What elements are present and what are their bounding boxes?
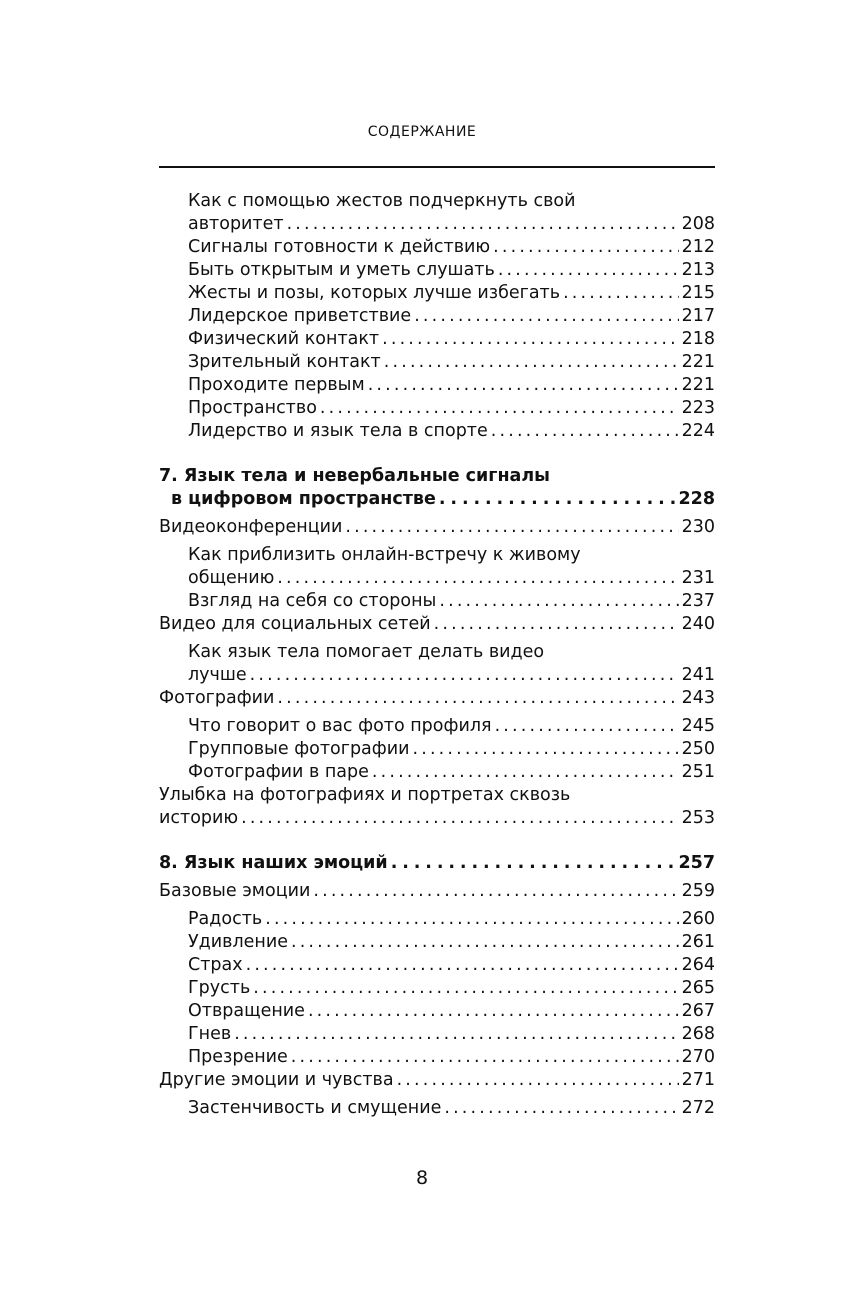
toc-entry-page: 231 <box>681 568 715 588</box>
leader-dots <box>241 807 678 830</box>
toc-entry-page: 272 <box>681 1098 715 1118</box>
leader-dots <box>250 664 679 687</box>
leader-dots <box>439 590 678 613</box>
toc-entry-title: общению <box>188 568 275 588</box>
toc-entry-page: 218 <box>681 329 715 349</box>
leader-dots <box>345 516 678 539</box>
toc-entry-title: Групповые фотографии <box>188 739 410 759</box>
toc-entry-title: Взгляд на себя со стороны <box>188 591 437 611</box>
toc-entry-page: 261 <box>681 932 715 952</box>
toc-entry-page: 224 <box>681 421 715 441</box>
toc-entry-title: лучше <box>188 665 247 685</box>
leader-dots <box>444 1097 678 1120</box>
toc-entry-first-line: Как приблизить онлайн-встречу к живому <box>188 545 581 565</box>
toc-entry <box>159 305 715 328</box>
toc-entry <box>159 715 715 738</box>
toc-entry-title: Физический контакт <box>188 329 380 349</box>
toc-entry-page: 223 <box>681 398 715 418</box>
toc-entry <box>159 397 715 420</box>
toc-entry-title: Видеоконференции <box>159 517 343 537</box>
leader-dots <box>320 397 679 420</box>
toc-entry-page: 213 <box>681 260 715 280</box>
leader-dots <box>382 328 678 351</box>
toc-entry-page: 245 <box>681 716 715 736</box>
toc-entry-page: 271 <box>681 1070 715 1090</box>
leader-dots <box>291 931 679 954</box>
toc-entry-page: 230 <box>681 517 715 537</box>
toc-entry <box>159 544 715 590</box>
toc-entry <box>159 1097 715 1120</box>
toc-entry-title: авторитет <box>188 214 284 234</box>
toc-entry-page: 267 <box>681 1001 715 1021</box>
toc-entry-page: 264 <box>681 955 715 975</box>
toc-entry <box>159 1046 715 1069</box>
toc-entry-page: 217 <box>681 306 715 326</box>
leader-dots <box>391 852 676 875</box>
toc-entry-page: 259 <box>681 881 715 901</box>
leader-dots <box>413 738 679 761</box>
leader-dots <box>397 1069 679 1092</box>
leader-dots <box>493 236 678 259</box>
toc-entry <box>159 1023 715 1046</box>
toc-entry-title: Что говорит о вас фото профиля <box>188 716 492 736</box>
leader-dots <box>414 305 678 328</box>
leader-dots <box>234 1023 678 1046</box>
toc-section <box>159 880 715 903</box>
leader-dots <box>372 761 679 784</box>
chapter-title-first-line: 7. Язык тела и невербальные сигналы <box>159 466 550 486</box>
toc-entry-page: 212 <box>681 237 715 257</box>
chapter-entry <box>159 465 715 511</box>
toc-entry-title: Фотографии в паре <box>188 762 369 782</box>
toc-section <box>159 1069 715 1092</box>
toc-entry-title: Пространство <box>188 398 317 418</box>
toc-entry-page: 221 <box>681 375 715 395</box>
toc-entry-page: 215 <box>681 283 715 303</box>
leader-dots <box>368 374 679 397</box>
chapter-entry <box>159 852 715 875</box>
toc-entry <box>159 236 715 259</box>
toc-entry <box>159 190 715 236</box>
toc-entry <box>159 738 715 761</box>
toc-entry-title: Застенчивость и смущение <box>188 1098 442 1118</box>
toc-entry-title: Базовые эмоции <box>159 881 311 901</box>
toc-entry-title: Другие эмоции и чувства <box>159 1070 394 1090</box>
toc-entry <box>159 761 715 784</box>
toc-entry <box>159 282 715 305</box>
toc-entry-title: Быть открытым и уметь слушать <box>188 260 495 280</box>
toc-entry-page: 250 <box>681 739 715 759</box>
leader-dots <box>246 954 679 977</box>
toc-entry-first-line: Как язык тела помогает делать видео <box>188 642 545 662</box>
leader-dots <box>308 1000 679 1023</box>
leader-dots <box>495 715 679 738</box>
toc-entry-title: Презрение <box>188 1047 288 1067</box>
header-rule <box>159 166 715 168</box>
toc-entry-title: Отвращение <box>188 1001 305 1021</box>
toc-entry-title: Грусть <box>188 978 251 998</box>
page-number: 8 <box>415 1167 429 1189</box>
toc-entry-title: Жесты и позы, которых лучше избегать <box>188 283 561 303</box>
toc-entry-title: Проходите первым <box>188 375 365 395</box>
leader-dots <box>563 282 679 305</box>
toc-entry-title: Лидерство и язык тела в спорте <box>188 421 488 441</box>
toc-entry-page: 253 <box>681 808 715 828</box>
toc-entry <box>159 351 715 374</box>
leader-dots <box>439 488 676 511</box>
toc-entry <box>159 641 715 687</box>
toc-entry <box>159 977 715 1000</box>
toc-entry <box>159 420 715 443</box>
toc-section <box>159 784 715 830</box>
leader-dots <box>434 613 679 636</box>
toc-entry-page: 240 <box>681 614 715 634</box>
table-of-contents <box>159 190 715 1120</box>
toc-entry-title: Гнев <box>188 1024 232 1044</box>
leader-dots <box>491 420 679 443</box>
toc-entry-page: 243 <box>681 688 715 708</box>
chapter-title: в цифровом пространстве <box>171 489 436 509</box>
toc-entry-page: 221 <box>681 352 715 372</box>
toc-entry-page: 237 <box>681 591 715 611</box>
toc-entry-page: 268 <box>681 1024 715 1044</box>
toc-entry-page: 208 <box>681 214 715 234</box>
toc-section <box>159 516 715 539</box>
toc-entry-title: Видео для социальных сетей <box>159 614 431 634</box>
toc-entry <box>159 908 715 931</box>
toc-entry-title: Лидерское приветствие <box>188 306 412 326</box>
toc-entry-page: 241 <box>681 665 715 685</box>
chapter-page: 257 <box>678 853 715 873</box>
running-header: СОДЕРЖАНИЕ <box>367 124 477 140</box>
leader-dots <box>253 977 678 1000</box>
toc-entry-title: Зрительный контакт <box>188 352 381 372</box>
toc-entry <box>159 954 715 977</box>
toc-entry-first-line: Как с помощью жестов подчеркнуть свой <box>188 191 576 211</box>
toc-entry <box>159 259 715 282</box>
toc-entry <box>159 590 715 613</box>
toc-entry-title: Страх <box>188 955 243 975</box>
toc-section <box>159 687 715 710</box>
leader-dots <box>498 259 679 282</box>
toc-entry-title: Фотографии <box>159 688 275 708</box>
leader-dots <box>291 1046 679 1069</box>
leader-dots <box>384 351 679 374</box>
toc-entry-title: Сигналы готовности к действию <box>188 237 491 257</box>
chapter-page: 228 <box>678 489 715 509</box>
toc-entry <box>159 328 715 351</box>
toc-entry-title: Радость <box>188 909 263 929</box>
toc-entry <box>159 374 715 397</box>
toc-entry-page: 251 <box>681 762 715 782</box>
toc-entry-title: историю <box>159 808 239 828</box>
toc-entry-page: 270 <box>681 1047 715 1067</box>
toc-entry-page: 260 <box>681 909 715 929</box>
leader-dots <box>265 908 678 931</box>
chapter-title: 8. Язык наших эмоций <box>159 853 388 873</box>
toc-section <box>159 613 715 636</box>
toc-entry-page: 265 <box>681 978 715 998</box>
toc-entry-first-line: Улыбка на фотографиях и портретах сквозь <box>159 785 571 805</box>
toc-entry <box>159 1000 715 1023</box>
toc-entry-title: Удивление <box>188 932 288 952</box>
leader-dots <box>277 687 678 710</box>
leader-dots <box>287 213 679 236</box>
leader-dots <box>277 567 678 590</box>
toc-entry <box>159 931 715 954</box>
leader-dots <box>313 880 678 903</box>
